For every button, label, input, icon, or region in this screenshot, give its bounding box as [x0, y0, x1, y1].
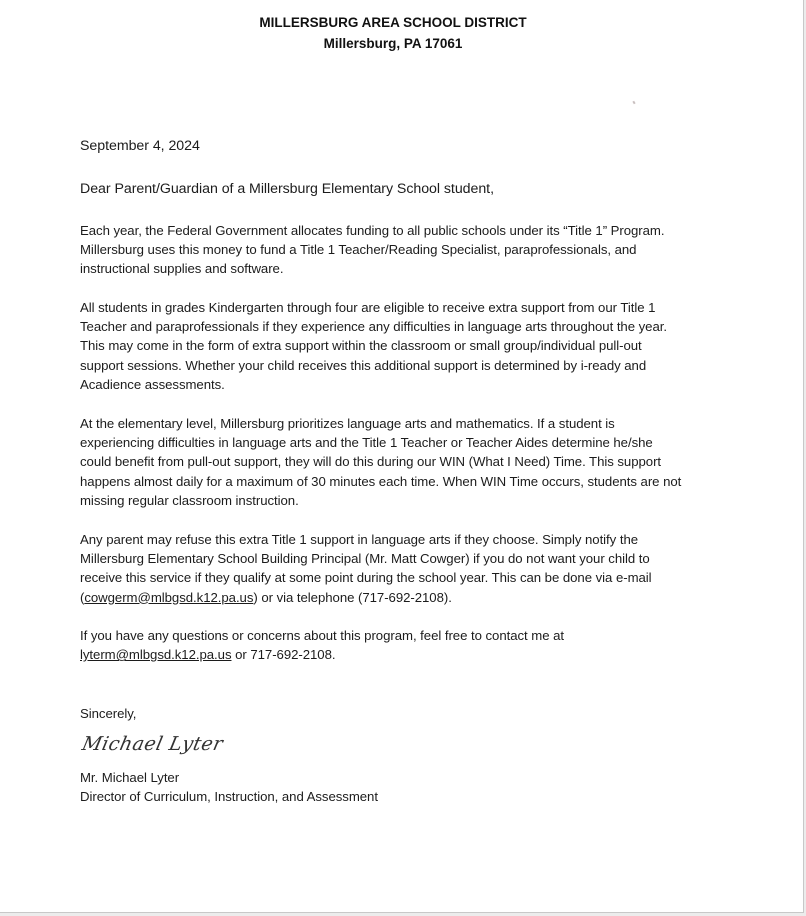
paragraph-line: experiencing difficulties in language arts and the Title 1 Teacher or Teacher Aides determine he/she — [80, 435, 653, 451]
paragraph-line: happens almost daily for a maximum of 30 minutes each time. When WIN Time occurs, students are not — [80, 473, 682, 489]
paragraph-line: could benefit from pull-out support, they will do this during our WIN (What I Need) Time. This support — [80, 454, 662, 470]
district-name: MILLERSBURG AREA SCHOOL DISTRICT — [259, 15, 527, 30]
salutation: Dear Parent/Guardian of a Millersburg Elementary School student, — [80, 181, 494, 197]
paragraph-win-time — [80, 414, 681, 510]
paragraph-line: All students in grades Kindergarten through four are eligible to receive extra support from our Title 1 — [80, 300, 656, 315]
paragraph-line: missing regular classroom instruction. — [80, 492, 299, 508]
paragraph-line: At the elementary level, Millersburg prioritizes language arts and mathematics. If a student is — [80, 416, 615, 431]
paragraph-line: receive this service if they qualify at some point during the school year. This can be done via e-mail — [80, 570, 652, 586]
signer-block — [80, 768, 378, 806]
paragraph-line — [80, 588, 652, 607]
letterhead — [0, 12, 786, 54]
paragraph-title1-funding — [80, 221, 664, 279]
paragraph-line: Teacher and paraprofessionals if they experience any difficulties in language arts throughout the year. — [80, 319, 667, 335]
paragraph-line: If you have any questions or concerns about this program, feel free to contact me at — [80, 628, 565, 643]
text-suffix: or 717-692-2108. — [231, 647, 336, 663]
paragraph-line: Each year, the Federal Government allocates funding to all public schools under its “Title 1” Program. — [80, 223, 665, 238]
signature-image: Michael Lyter — [80, 733, 226, 755]
paragraph-line: support sessions. Whether your child receives this additional support is determined by i-ready and — [80, 357, 647, 373]
paragraph-line: instructional supplies and software. — [80, 261, 284, 277]
director-email-link[interactable]: lyterm@mlbgsd.k12.pa.us — [80, 647, 232, 663]
closing: Sincerely, — [80, 706, 137, 721]
paragraph-line: Millersburg Elementary School Building Principal (Mr. Matt Cowger) if you do not want your child to — [80, 551, 650, 567]
paragraph-contact — [80, 626, 564, 664]
scan-speck — [632, 101, 635, 105]
paragraph-refusal — [80, 530, 652, 607]
letter-date: September 4, 2024 — [80, 138, 200, 154]
district-address: Millersburg, PA 17061 — [323, 36, 463, 51]
paragraph-line: This may come in the form of extra support within the classroom or small group/individual pull-out — [80, 338, 642, 354]
paragraph-line: Acadience assessments. — [80, 376, 225, 392]
text-prefix: ( — [80, 589, 85, 605]
paragraph-line: Any parent may refuse this extra Title 1 support in language arts if they choose. Simply notify the — [80, 532, 639, 547]
text-suffix: ) or via telephone (717-692-2108). — [253, 589, 452, 605]
signer-name: Mr. Michael Lyter — [80, 770, 180, 785]
paragraph-line: Millersburg uses this money to fund a Title 1 Teacher/Reading Specialist, paraprofessionals, and — [80, 242, 637, 258]
principal-email-link[interactable]: cowgerm@mlbgsd.k12.pa.us — [84, 589, 254, 605]
paragraph-eligibility — [80, 298, 667, 394]
paragraph-line — [80, 645, 564, 664]
signer-title: Director of Curriculum, Instruction, and Assessment — [80, 789, 378, 805]
